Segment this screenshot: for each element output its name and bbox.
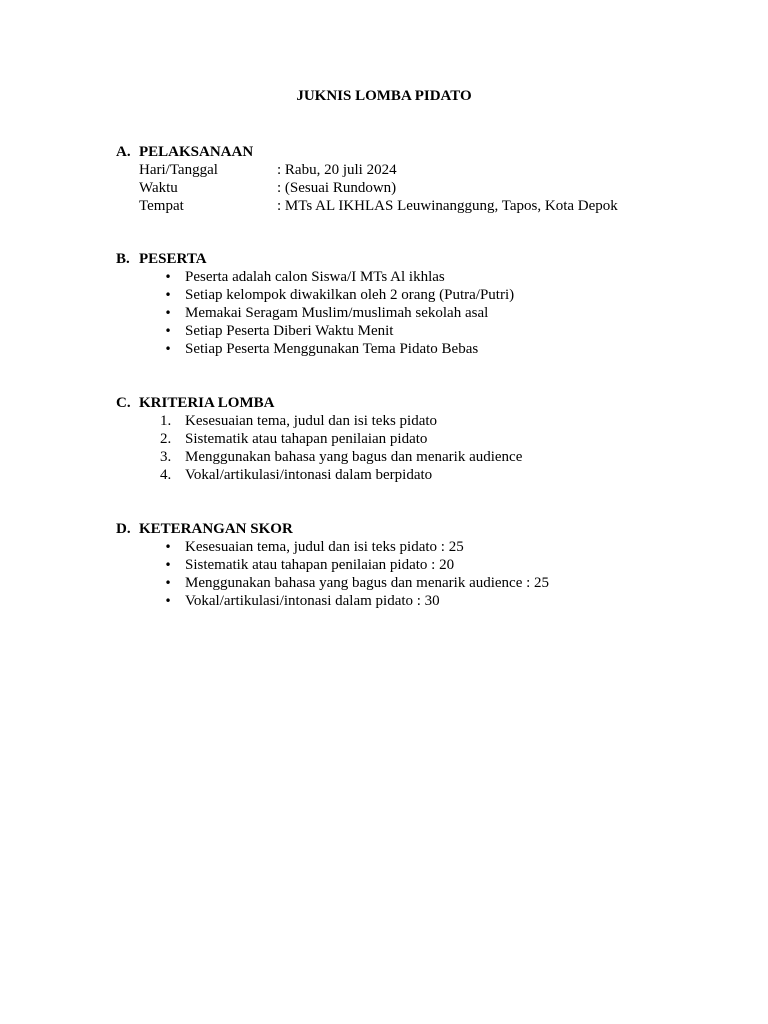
list-item-text: Memakai Seragam Muslim/muslimah sekolah asal (185, 305, 489, 321)
info-row-tempat (116, 197, 736, 215)
section-letter: B. (116, 251, 130, 267)
info-row-hari-tanggal (116, 161, 736, 179)
info-value: : MTs AL IKHLAS Leuwinanggung, Tapos, Kota Depok (277, 198, 618, 214)
list-item-text: Setiap kelompok diwakilkan oleh 2 orang (Putra/Putri) (185, 287, 515, 303)
list-item (116, 268, 736, 286)
kriteria-list (116, 412, 736, 484)
list-item-text: Setiap Peserta Menggunakan Tema Pidato Bebas (185, 341, 479, 357)
bullet-icon: • (164, 540, 172, 554)
list-item-text: Menggunakan bahasa yang bagus dan menarik audience (185, 449, 523, 465)
list-item-text: Sistematik atau tahapan penilaian pidato : 20 (185, 557, 455, 573)
list-item (116, 304, 736, 322)
section-heading-skor (116, 520, 736, 538)
list-item-text: Setiap Peserta Diberi Waktu Menit (185, 323, 394, 339)
list-item (116, 286, 736, 304)
info-row-waktu (116, 179, 736, 197)
section-kriteria-lomba (116, 394, 736, 484)
list-item (116, 412, 736, 430)
list-item (116, 430, 736, 448)
section-letter: C. (116, 395, 131, 411)
list-item-text: Vokal/artikulasi/intonasi dalam berpidato (185, 467, 433, 483)
bullet-icon: • (164, 558, 172, 572)
list-item (116, 448, 736, 466)
peserta-list (116, 268, 736, 358)
section-title: KETERANGAN SKOR (139, 521, 293, 537)
list-number: 4. (160, 467, 172, 483)
bullet-icon: • (164, 576, 172, 590)
bullet-icon: • (164, 288, 172, 302)
info-value: : Rabu, 20 juli 2024 (277, 162, 397, 178)
document-title: JUKNIS LOMBA PIDATO (296, 88, 472, 104)
list-number: 2. (160, 431, 172, 447)
info-value: : (Sesuai Rundown) (277, 180, 397, 196)
section-letter: A. (116, 144, 131, 160)
list-item-text: Menggunakan bahasa yang bagus dan menarik audience : 25 (185, 575, 550, 591)
section-heading-peserta (116, 250, 736, 268)
bullet-icon: • (164, 270, 172, 284)
list-item-text: Kesesuaian tema, judul dan isi teks pidato (185, 413, 438, 429)
list-number: 1. (160, 413, 172, 429)
list-item-text: Vokal/artikulasi/intonasi dalam pidato : 30 (185, 593, 440, 609)
section-heading-kriteria (116, 394, 736, 412)
list-number: 3. (160, 449, 172, 465)
list-item-text: Sistematik atau tahapan penilaian pidato (185, 431, 428, 447)
list-item (116, 574, 736, 592)
section-title: KRITERIA LOMBA (139, 395, 275, 411)
list-item (116, 466, 736, 484)
info-label: Hari/Tanggal (139, 162, 218, 178)
bullet-icon: • (164, 324, 172, 338)
bullet-icon: • (164, 306, 172, 320)
list-item (116, 322, 736, 340)
info-label: Tempat (139, 198, 184, 214)
list-item (116, 340, 736, 358)
section-peserta (116, 250, 736, 358)
list-item (116, 592, 736, 610)
section-letter: D. (116, 521, 131, 537)
section-keterangan-skor (116, 520, 736, 610)
section-heading-pelaksanaan (116, 143, 736, 161)
section-title: PELAKSANAAN (139, 144, 254, 160)
section-pelaksanaan (116, 143, 736, 215)
list-item (116, 538, 736, 556)
bullet-icon: • (164, 594, 172, 608)
bullet-icon: • (164, 342, 172, 356)
list-item-text: Peserta adalah calon Siswa/I MTs Al ikhlas (185, 269, 445, 285)
list-item (116, 556, 736, 574)
skor-list (116, 538, 736, 610)
section-title: PESERTA (139, 251, 207, 267)
info-label: Waktu (139, 180, 178, 196)
list-item-text: Kesesuaian tema, judul dan isi teks pidato : 25 (185, 539, 464, 555)
